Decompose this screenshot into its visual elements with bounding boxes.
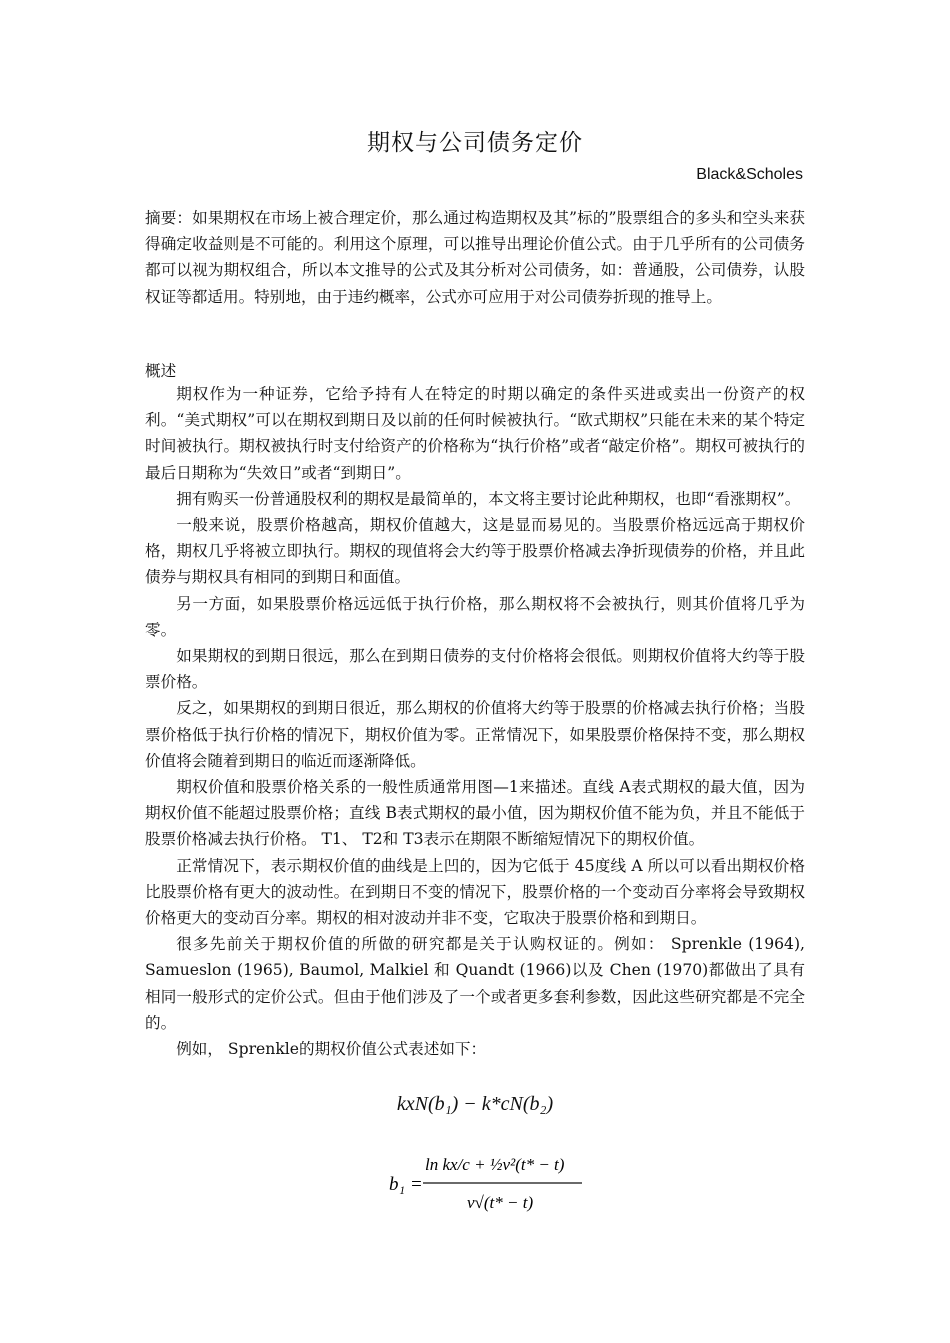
paragraph: 反之，如果期权的到期日很近，那么期权的价值将大约等于股票的价格减去执行价格；当股票价格低于执行价格的情况下，期权价值为零。正常情况下，如果股票价格保持不变，那么期权价值将会随着到期日的临近而逐渐降低。 — [145, 699, 805, 770]
abstract: 摘要：如果期权在市场上被合理定价，那么通过构造期权及其”标的”股票组合的多头和空头来获得确定收益则是不可能的。利用这个原理，可以推导出理论价值公式。由于几乎所有的公司债务都可以视为期权组合，所以本文推导的公式及其分析对公司债务，如：普通股，公司债券，认股权证等都适用。特别地，由于违约概率，公式亦可应用于对公司债券折现的推导上。 — [145, 209, 805, 306]
paragraph: 期权价值和股票价格关系的一般性质通常用图—1来描述。直线 A表式期权的最大值，因为期权价值不能超过股票价格；直线 B表式期权的最小值，因为期权价值不能为负，并且不能低于股票价格减去执行价格。 T1、 T2和 T3表示在期限不断缩短情况下的期权价值。 — [145, 778, 805, 849]
formula-b1-graphic — [385, 1138, 585, 1218]
paragraph: 例如， Sprenkle的期权价值公式表述如下： — [176, 1040, 487, 1059]
section-heading: 概述 — [145, 362, 177, 380]
formula-b1-lhs: b₁ = — [389, 1174, 423, 1195]
formula-b1-numerator: ln kx/c + ½v²(t* − t) — [425, 1155, 565, 1174]
paragraph: 拥有购买一份普通股权利的期权是最简单的，本文将主要讨论此种期权，也即“看涨期权”。 — [176, 489, 801, 508]
paragraph: 很多先前关于期权价值的所做的研究都是关于认购权证的。例如： Sprenkle (1964), Samueslon (1965), Baumol, Malkiel 和 Quandt (1966)以及 Chen (1970)都做出了具有相同一般形式的定价公式。但由于他们涉及了一个或者更多套利参数，因此这些研究都是不完全的。 — [145, 935, 805, 1032]
section-body — [145, 381, 805, 1062]
paragraph: 正常情况下，表示期权价值的曲线是上凹的，因为它低于 45度线 A 所以可以看出期权价格比股票价格有更大的波动性。在到期日不变的情况下，股票价格的一个变动百分率将会导致期权价格更大的变动百分率。期权的相对波动并非不变，它取决于股票价格和到期日。 — [145, 856, 805, 928]
paragraph: 一般来说，股票价格越高，期权价值越大，这是显而易见的。当股票价格远远高于期权价格，期权几乎将被立即执行。期权的现值将会大约等于股票价格减去净折现债券的价格，并且此债券与期权具有相同的到期日和面值。 — [145, 516, 805, 587]
paragraph: 如果期权的到期日很远，那么在到期日债券的支付价格将会很低。则期权价值将大约等于股票价格。 — [145, 647, 805, 692]
formula-b1 — [385, 1138, 585, 1218]
paragraph: 另一方面，如果股票价格远远低于执行价格，那么期权将不会被执行，则其价值将几乎为零。 — [145, 594, 805, 639]
paragraph: 期权作为一种证券，它给予持有人在特定的时期以确定的条件买进或卖出一份资产的权利。“美式期权”可以在期权到期日及以前的任何时候被执行。“欧式期权”只能在未来的某个特定时间被执行。期权被执行时支付给资产的价格称为“执行价格”或者“敲定价格”。期权可被执行的最后日期称为“失效日”或者“到期日”。 — [145, 385, 805, 482]
paper-author: Black&Scholes — [696, 166, 803, 183]
formula-option-value: kxN(b₁) − k*cN(b₂) — [396, 1093, 554, 1115]
formula-b1-denominator: v√(t* − t) — [467, 1193, 534, 1212]
paper-title: 期权与公司债务定价 — [367, 130, 583, 156]
